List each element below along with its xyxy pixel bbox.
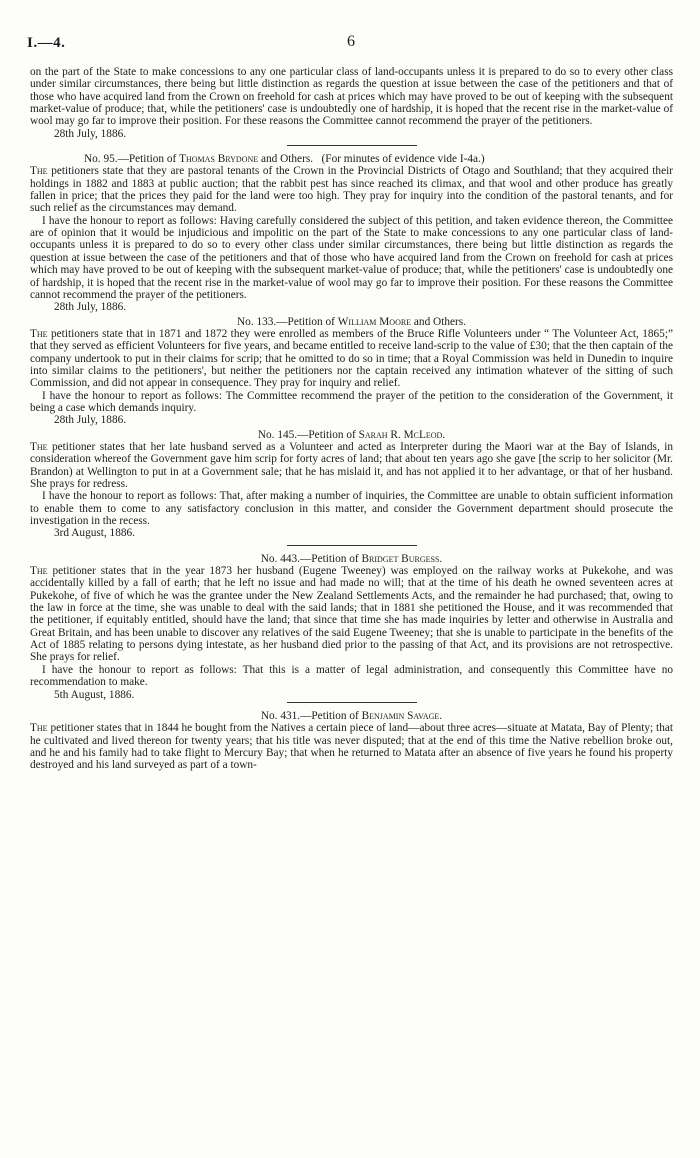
committee-report: I have the honour to report as follows: The Committee recommend the prayer of the petition to the consideration of the Government, it being a case which demands inquiry.	[30, 389, 673, 414]
petition-statement	[30, 565, 673, 664]
petitioner-name: Bridget Burgess.	[361, 552, 443, 565]
lead-word: The	[30, 165, 48, 178]
continued-paragraph: on the part of the State to make concessions to any one particular class of land-occupants unless it is prepared to do so to every other class under similar circumstances, there being but little distinction as regards the question at issue between the case of the petitioners and that of those who have acquired land from the Crown on freehold for cash at prices which may have proved to be out of keeping with the subsequent market-value of produce; that, while the petitioners' case is undoubtedly one of hardship, it is hoped that the recent rise in the market-value of wool may go far to improve their position. For these reasons the Committee cannot recommend the prayer of the petitioners.	[30, 66, 673, 128]
committee-report: I have the honour to report as follows: That this is a matter of legal administration, and consequently this Committee have no recommendation to make.	[30, 663, 673, 689]
petition-number: No. 431.	[260, 709, 301, 722]
petition-number: No. 133.	[237, 315, 277, 328]
report-date: 28th July, 1886.	[54, 127, 127, 140]
statement-text: petitioner states that in 1844 he bought from the Natives a certain piece of land—about three acres—situate at Matata, Bay of Plenty; that he cultivated and lived thereon for twenty years; that his title was never disputed; that at the end of this time the Native rebellion broke out, and he and his family had to take flight to Mercury Bay; that when he returned to Matata after an absence of five years he found his property destroyed and his land surveyed as part of a town-	[30, 722, 673, 772]
evidence-note: (For minutes of evidence vide I-4a.)	[321, 153, 485, 166]
section-divider	[287, 545, 417, 546]
page-number: 6	[347, 33, 355, 50]
section-divider	[287, 702, 417, 703]
petition-prefix: —Petition of	[299, 552, 359, 565]
petition-title	[30, 153, 673, 165]
petition-number: No. 443.	[260, 552, 300, 565]
petition-title	[30, 316, 673, 328]
petition-statement	[30, 165, 673, 214]
petition-suffix: and Others.	[413, 315, 466, 328]
report-date: 28th July, 1886.	[54, 301, 127, 314]
page-body	[30, 66, 673, 772]
petition-prefix: —Petition of	[276, 315, 335, 328]
statement-text: petitioner states that her late husband served as a Volunteer and acted as Interpreter during the Maori war at the Bay of Islands, in consideration whereof the Government gave him scrip for forty acres of land; that about ten years ago she gave [the scrip to her solicitor (Mr. Brandon) at Wellington to put in at a Government sale; that he has mislaid it, and has not applied it to her advantage, or that of her husband. She prays for redress.	[30, 440, 673, 490]
petition-statement	[30, 441, 673, 490]
petition-title	[30, 553, 673, 565]
petition-title	[30, 429, 673, 441]
statement-text: petitioners state that in 1871 and 1872 they were enrolled as members of the Bruce Rifle Volunteers under “ The Volunteer Act, 1865;” that they served as efficient Volunteers for five years, and became entitled to receive land-scrip to the value of £30; that the then captain of the company undertook to put in their claims for scrip; that he omitted to do so in time; that a Royal Commission was held in Dunedin to inquire into similar claims to the petitioners', but neither the petitioners nor the captain received any intimation whatever of the sitting of such Commission, and did not appear in consequence. They pray for inquiry and relief.	[30, 327, 673, 390]
petitioner-name: William Moore	[337, 315, 412, 328]
report-date: 28th July, 1886.	[54, 414, 127, 427]
petition-prefix: —Petition of	[117, 153, 177, 166]
lead-word: The	[30, 565, 48, 578]
lead-word: The	[30, 722, 48, 735]
section-divider	[287, 145, 417, 146]
petition-prefix: —Petition of	[300, 709, 359, 722]
report-date: 5th August, 1886.	[54, 688, 135, 701]
petition-number: No. 95.	[84, 153, 118, 166]
petitioner-name: Thomas Brydone	[179, 153, 259, 166]
statement-text: petitioners state that they are pastoral tenants of the Crown in the Provincial Districts of Otago and Southland; that they acquired their holdings in 1882 and 1883 at public auction; that the rabbit pest has since reached its climax, and that wool and other produce has greatly fallen in price; that the prices they paid for the land were too high. They pray for inquiry into the condition of the pastoral tenants, and for such relief as the circumstances may demand.	[30, 165, 673, 215]
petitioner-name: Sarah R. McLeod.	[358, 428, 446, 441]
paper-reference: I.—4.	[27, 35, 66, 51]
petition-statement	[30, 328, 673, 390]
report-date: 3rd August, 1886.	[54, 527, 135, 540]
petition-number: No. 145.	[257, 428, 298, 441]
committee-report: I have the honour to report as follows: Having carefully considered the subject of this petition, and taken evidence thereon, the Committee are of opinion that it would be injudicious and impolitic on the part of the State to make concessions to any one particular class of land-occupants unless it is prepared to do so to every other class under similar circumstances, there being but little distinction as regards the question at issue between the case of the petitioners and that of those who have acquired land from the Crown on freehold for cash at prices which may have proved to be out of keeping with the subsequent market-value of produce; that, while the petitioners' case is undoubtedly one of hardship, it is hoped that the recent rise in the market-value of wool may go far to improve their position. For these reasons the Committee cannot recommend the prayer of the petitioners.	[30, 214, 673, 301]
petition-statement	[30, 722, 673, 771]
petitioner-name: Benjamin Savage.	[361, 709, 443, 722]
committee-report: I have the honour to report as follows: That, after making a number of inquiries, the Committee are unable to obtain sufficient information to enable them to come to any satisfactory conclusion in this matter, and consider the Government department should prosecute the investigation in the recess.	[30, 490, 673, 528]
lead-word: The	[30, 327, 48, 340]
statement-text: petitioner states that in the year 1873 her husband (Eugene Tweeney) was employed on the railway works at Pukekohe, and was accidentally killed by a fall of earth; that he left no issue and had made no will; that at the time of his death he owned seventeen acres at Pukekohe, of five of which he was the grantee under the New Zealand Settlements Acts, and the remainder he had purchased; that, owing to the law in force at the time, she was unable to deal with the said lands; that in 1881 she petitioned the House, and it was recommended that the petitioner, if equitably entitled, should have the land; that since that time she has made inquiries by letter and otherwise in Australia and Great Britain, and has been unable to discover any relatives of the said Eugene Tweeney; that she is unable to participate in the benefits of the Act of 1885 relating to persons dying intestate, as her husband died prior to the passing of that Act, and its provisions are not retrospective. She prays for relief.	[30, 565, 673, 664]
petition-prefix: —Petition of	[297, 428, 356, 441]
petition-suffix: and Others.	[260, 153, 314, 166]
petition-title	[30, 710, 673, 722]
page-header	[27, 35, 673, 55]
lead-word: The	[30, 440, 48, 453]
